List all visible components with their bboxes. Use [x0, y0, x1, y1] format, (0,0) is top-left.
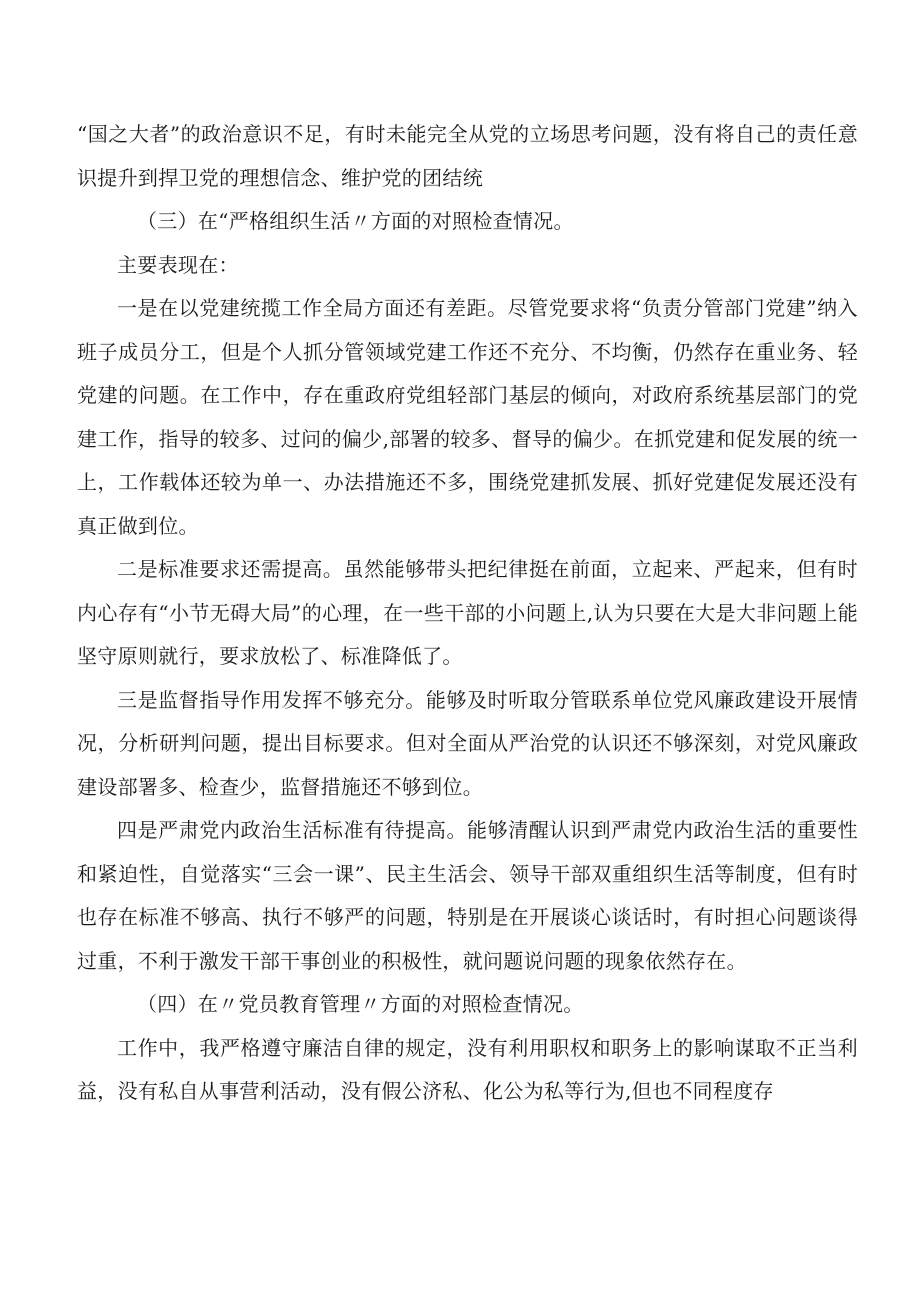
- paragraph-continuation: “国之大者”的政治意识不足，有时未能完全从党的立场思考问题，没有将自己的责任意识提升到捍卫党的理想信念、维护党的团结统: [77, 122, 858, 190]
- paragraph-point-three: 三是监督指导作用发挥不够充分。能够及时听取分管联系单位党风廉政建设开展情况，分析研判问题，提出目标要求。但对全面从严治党的认识还不够深刻，对党风廉政建设部署多、检查少，监督措施还不够到位。: [77, 687, 858, 799]
- section-heading-four: （四）在〃党员教育管理〃方面的对照检查情况。: [137, 992, 584, 1016]
- paragraph-main-manifestations: 主要表现在：: [117, 252, 239, 277]
- paragraph-point-one: 一是在以党建统揽工作全局方面还有差距。尽管党要求将“负责分管部门党建”纳入班子成员分工，但是个人抓分管领域党建工作还不充分、不均衡，仍然存在重业务、轻党建的问题。在工作中，存在重政府党组轻部门基层的倾向，对政府系统基层部门的党建工作，指导的较多、过问的偏少,部署的较多、督导的偏少。在抓党建和促发展的统一上，工作载体还较为单一、办法措施还不多，围绕党建抓发展、抓好党建促发展还没有真正做到位。: [77, 296, 858, 538]
- paragraph-point-four: 四是严肃党内政治生活标准有待提高。能够清醒认识到严肃党内政治生活的重要性和紧迫性，自觉落实“三会一课”、民主生活会、领导干部双重组织生活等制度，但有时也存在标准不够高、执行不够严的问题，特别是在开展谈心谈话时，有时担心问题谈得过重，不利于激发干部干事创业的积极性，就问题说问题的现象依然存在。: [77, 818, 858, 973]
- paragraph-point-two: 二是标准要求还需提高。虽然能够带头把纪律挺在前面，立起来、严起来，但有时内心存有“小节无碍大局”的心理，在一些干部的小问题上,认为只要在大是大非问题上能坚守原则就行，要求放松了、标准降低了。: [77, 557, 858, 668]
- paragraph-work-discipline: 工作中，我严格遵守廉洁自律的规定，没有利用职权和职务上的影响谋取不正当利益，没有私自从事营利活动，没有假公济私、化公为私等行为,但也不同程度存: [77, 1035, 858, 1103]
- section-heading-three: （三）在“严格组织生活〃方面的对照检查情况。: [137, 209, 574, 233]
